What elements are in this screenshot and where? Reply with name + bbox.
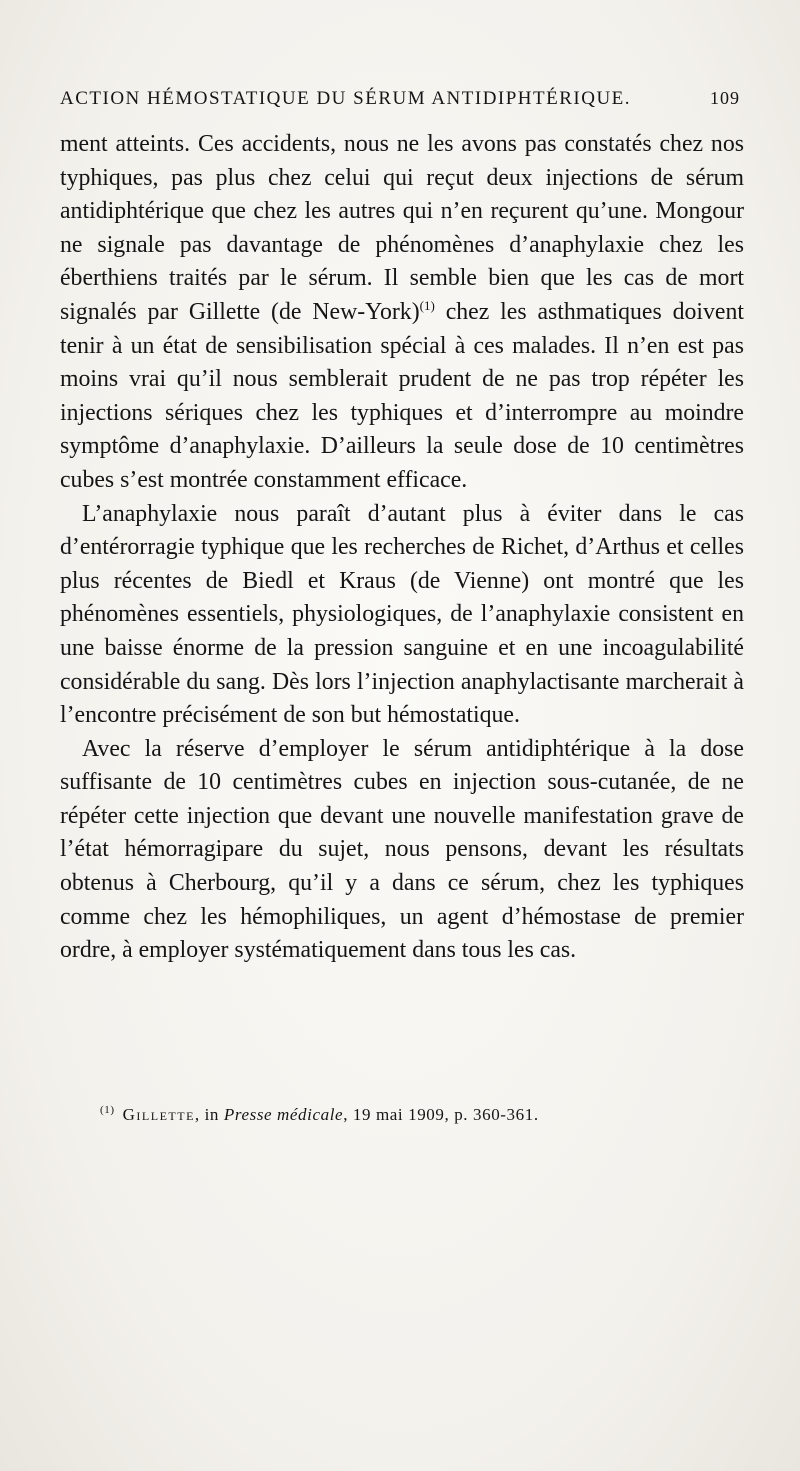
footnote-journal: Presse médicale [223, 1105, 344, 1124]
paragraph-3: Avec la réserve d’employer le sérum antidiphtérique à la dose suffisante de 10 centimètres cubes en injection sous-cutanée, de ne répéter cette injection que devant une nouvelle manifestation grave de l’état hémorragipare du sujet, nous pensons, devant les résultats obtenus à Cherbourg, qu’il y a dans ce sérum, chez les typhiques comme chez les hémophiliques, un agent d’hémostase de premier ordre, à employer systématiquement dans tous les cas. [60, 735, 744, 964]
footnote-text-in: , in [194, 1105, 224, 1124]
paragraph-1 [60, 128, 744, 498]
footnote-author: Gillette [122, 1105, 195, 1124]
footnote-marker: (1) [100, 1104, 115, 1116]
paragraph-1-text-b: chez les asthmatiques doivent tenir à un état de sensibilisation spécial à ces malades. Il n’en est pas moins vrai qu’il nous semblerait prudent de ne pas trop répéter les injections sériques chez les typhiques et d’interrompre au moindre symptôme d’anaphylaxie. D’ailleurs la seule dose de 10 centimètres cubes s’est montrée constamment efficace. [60, 298, 744, 493]
footnote-citation: , 19 mai 1909, p. 360-361. [343, 1105, 539, 1124]
page-number: 109 [710, 88, 740, 108]
paragraph-2: L’anaphylaxie nous paraît d’autant plus à éviter dans le cas d’entérorragie typhique que les recherches de Richet, d’Arthus et celles plus récentes de Biedl et Kraus (de Vienne) ont montré que les phénomènes essentiels, physiologiques, de l’anaphylaxie consistent en une baisse énorme de la pression sanguine et en une incoagulabilité considérable du sang. Dès lors l’injection anaphylactisante marcherait à l’encontre précisément de son but hémostatique. [60, 500, 744, 729]
footnote-reference[interactable]: (1) [419, 297, 435, 313]
body-text [60, 128, 744, 968]
footnote [100, 1098, 740, 1127]
running-head-title: ACTION HÉMOSTATIQUE DU SÉRUM ANTIDIPHTÉRIQUE. [60, 88, 632, 109]
running-head [60, 88, 740, 110]
paragraph-1-text-a: ment atteints. Ces accidents, nous ne les avons pas constatés chez nos typhiques, pas plus chez celui qui reçut deux injections de sérum antidiphtérique que chez les autres qui n’en reçurent qu’une. Mongour ne signale pas davantage de phénomènes d’anaphylaxie chez les éberthiens traités par le sérum. Il semble bien que les cas de mort signalés par Gillette (de New-York) [60, 131, 744, 325]
